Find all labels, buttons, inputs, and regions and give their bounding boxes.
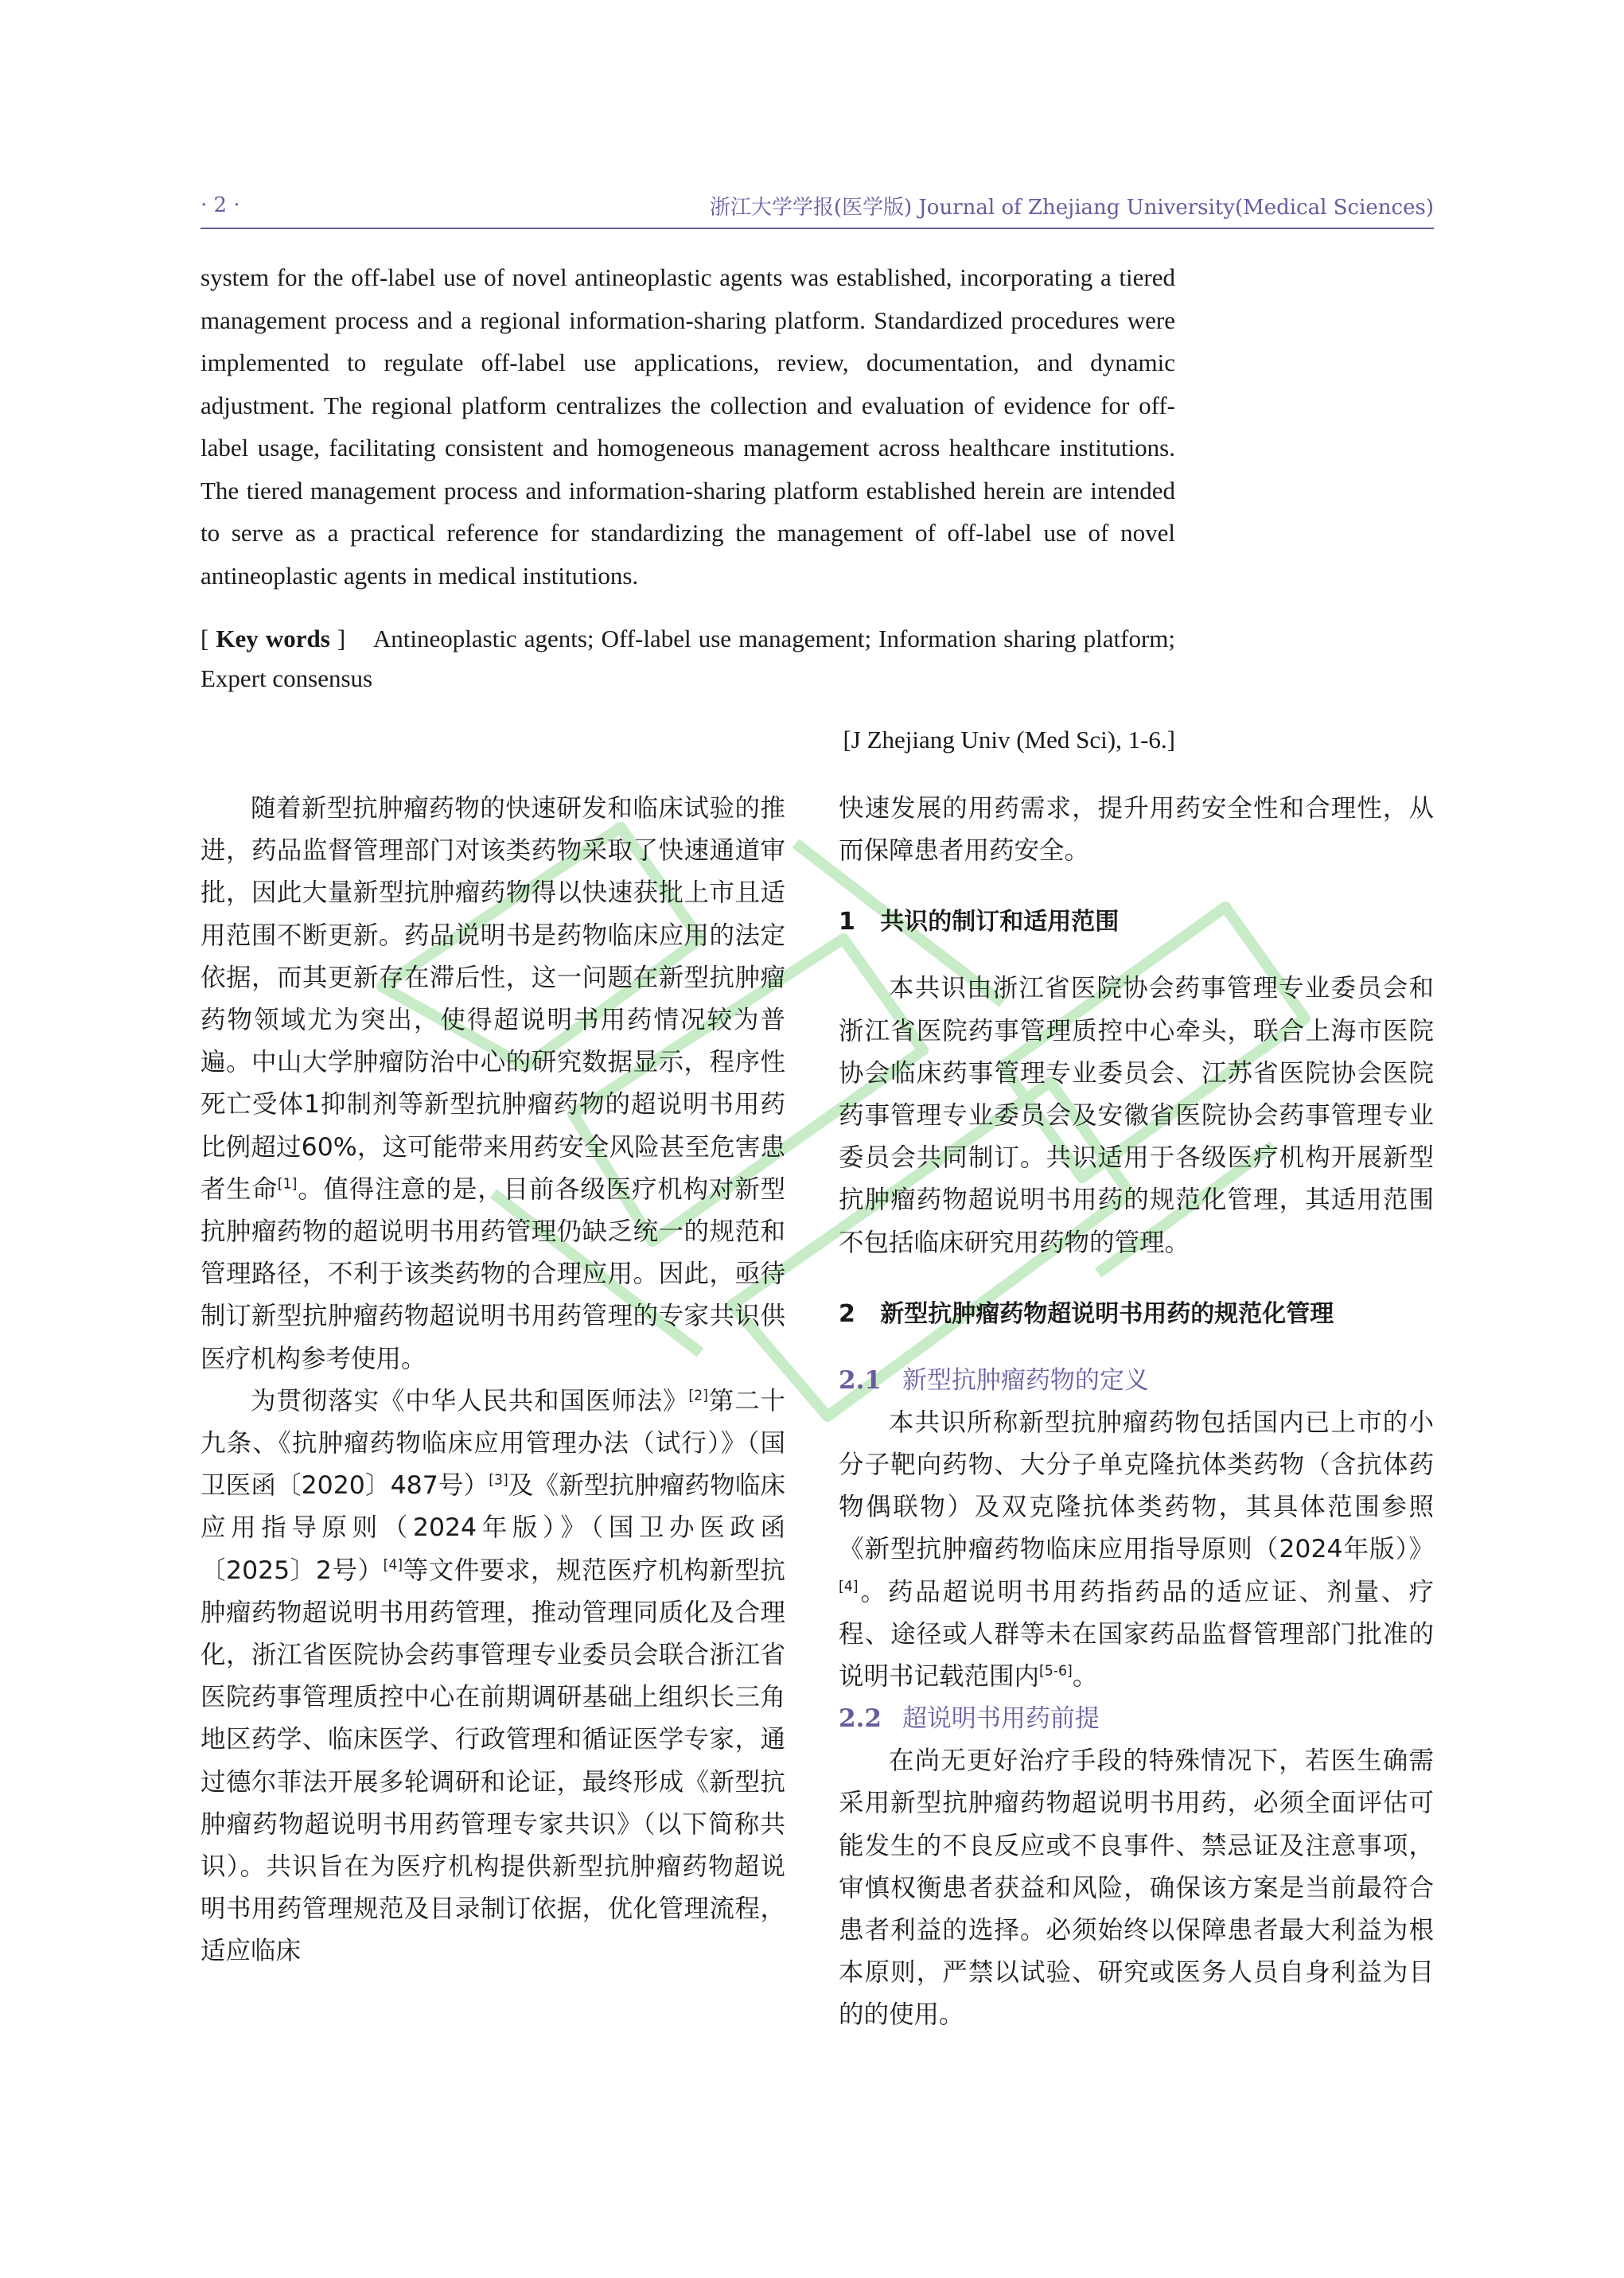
page-number: · 2 · [201, 193, 240, 217]
ref-4b[interactable]: [4] [839, 1579, 859, 1595]
subsection-2-1-paragraph: 本共识所称新型抗肿瘤药物包括国内已上市的小分子靶向药物、大分子单克隆抗体类药物（含抗体药物偶联物）及双克隆抗体类药物，其具体范围参照《新型抗肿瘤药物临床应用指导原则（2024年版）》[4]。药品超说明书用药指药品的适应证、剂量、疗程、途径或人群等未在国家药品监督管理部门批准的说明书记载范围内[5-6]。 [839, 1408, 1434, 1692]
abstract-text: system for the off-label use of novel antineoplastic agents was established, incorporating a tiered management process and a regional information-sharing platform. Standardized procedures were implemented to regulate off-label use applications, review, documentation, and dynamic adjustment. The regional platform centralizes the collection and evaluation of evidence for off-label usage, facilitating consistent and homogeneous management across healthcare institutions. The tiered management process and information-sharing platform established herein are intended to serve as a practical reference for standardizing the management of off-label use of novel antineoplastic agents in medical institutions. [201, 263, 1175, 590]
ref-4[interactable]: [4] [383, 1557, 403, 1574]
ref-1[interactable]: [1] [277, 1176, 298, 1193]
running-header [201, 188, 1434, 223]
subsection-2-2-heading: 2.2 超说明书用药前提 [839, 1704, 1100, 1734]
citation: [J Zhejiang Univ (Med Sci), 1-6.] [843, 726, 1175, 753]
section-1-paragraph: 本共识由浙江省医院协会药事管理专业委员会和浙江省医院药事管理质控中心牵头，联合上海市医院协会临床药事管理专业委员会、江苏省医院协会医院药事管理专业委员会及安徽省医院协会药事管理专业委员会共同制订。共识适用于各级医疗机构开展新型抗肿瘤药物超说明书用药的规范化管理，其适用范围不包括临床研究用药物的管理。 [839, 974, 1434, 1257]
header-rule [201, 228, 1434, 229]
ref-2[interactable]: [2] [688, 1388, 708, 1404]
journal-title: 浙江大学学报(医学版) Journal of Zhejiang University(Medical Sciences) [709, 195, 1434, 220]
right-column [839, 788, 1434, 2037]
keywords-label: Key words [216, 625, 330, 652]
intro-paragraph-1: 随着新型抗肿瘤药物的快速研发和临床试验的推进，药品监督管理部门对该类药物采取了快速通道审批，因此大量新型抗肿瘤药物得以快速获批上市且适用范围不断更新。药品说明书是药物临床应用的法定依据，而其更新存在滞后性，这一问题在新型抗肿瘤药物领域尤为突出，使得超说明书用药情况较为普遍。中山大学肿瘤防治中心的研究数据显示，程序性死亡受体1抑制剂等新型抗肿瘤药物的超说明书用药比例超过60%，这可能带来用药安全风险甚至危害患者生命[1]。值得注意的是，目前各级医疗机构对新型抗肿瘤药物的超说明书用药管理仍缺乏统一的规范和管理路径，不利于该类药物的合理应用。因此，亟待制订新型抗肿瘤药物超说明书用药管理的专家共识供医疗机构参考使用。 [201, 794, 785, 1373]
keywords-close-bracket: ] [337, 625, 346, 652]
ref-3[interactable]: [3] [489, 1472, 508, 1489]
section-1-heading: 1 共识的制订和适用范围 [839, 908, 1120, 937]
keywords [201, 619, 1175, 699]
left-column [201, 788, 785, 1973]
ref-5-6[interactable]: [5-6] [1039, 1663, 1073, 1680]
section-2-heading: 2 新型抗肿瘤药物超说明书用药的规范化管理 [839, 1299, 1334, 1328]
keywords-open-bracket: [ [201, 625, 209, 652]
subsection-2-2-paragraph: 在尚无更好治疗手段的特殊情况下，若医生确需采用新型抗肿瘤药物超说明书用药，必须全面评估可能发生的不良反应或不良事件、禁忌证及注意事项，审慎权衡患者获益和风险，确保该方案是当前最符合患者利益的选择。必须始终以保障患者最大利益为根本原则，严禁以试验、研究或医务人员自身利益为目的的使用。 [839, 1746, 1434, 2030]
subsection-2-1-heading: 2.1 新型抗肿瘤药物的定义 [839, 1365, 1149, 1395]
keywords-text: Antineoplastic agents; Off-label use management; Information sharing platform; Expert consensus [201, 625, 1176, 692]
intro-paragraph-2: 为贯彻落实《中华人民共和国医师法》[2]第二十九条、《抗肿瘤药物临床应用管理办法（试行）》（国卫医函〔2020〕487号）[3]及《新型抗肿瘤药物临床应用指导原则（2024年版）》（国卫办医政函〔2025〕2号）[4]等文件要求，规范医疗机构新型抗肿瘤药物超说明书用药管理，推动管理同质化及合理化，浙江省医院协会药事管理专业委员会联合浙江省医院药事管理质控中心在前期调研基础上组织长三角地区药学、临床医学、行政管理和循证医学专家，通过德尔菲法开展多轮调研和论证，最终形成《新型抗肿瘤药物超说明书用药管理专家共识》（以下简称共识）。共识旨在为医疗机构提供新型抗肿瘤药物超说明书用药管理规范及目录制订依据，优化管理流程，适应临床 [201, 1386, 785, 1966]
continued-paragraph: 快速发展的用药需求，提升用药安全性和合理性，从而保障患者用药安全。 [839, 794, 1434, 866]
